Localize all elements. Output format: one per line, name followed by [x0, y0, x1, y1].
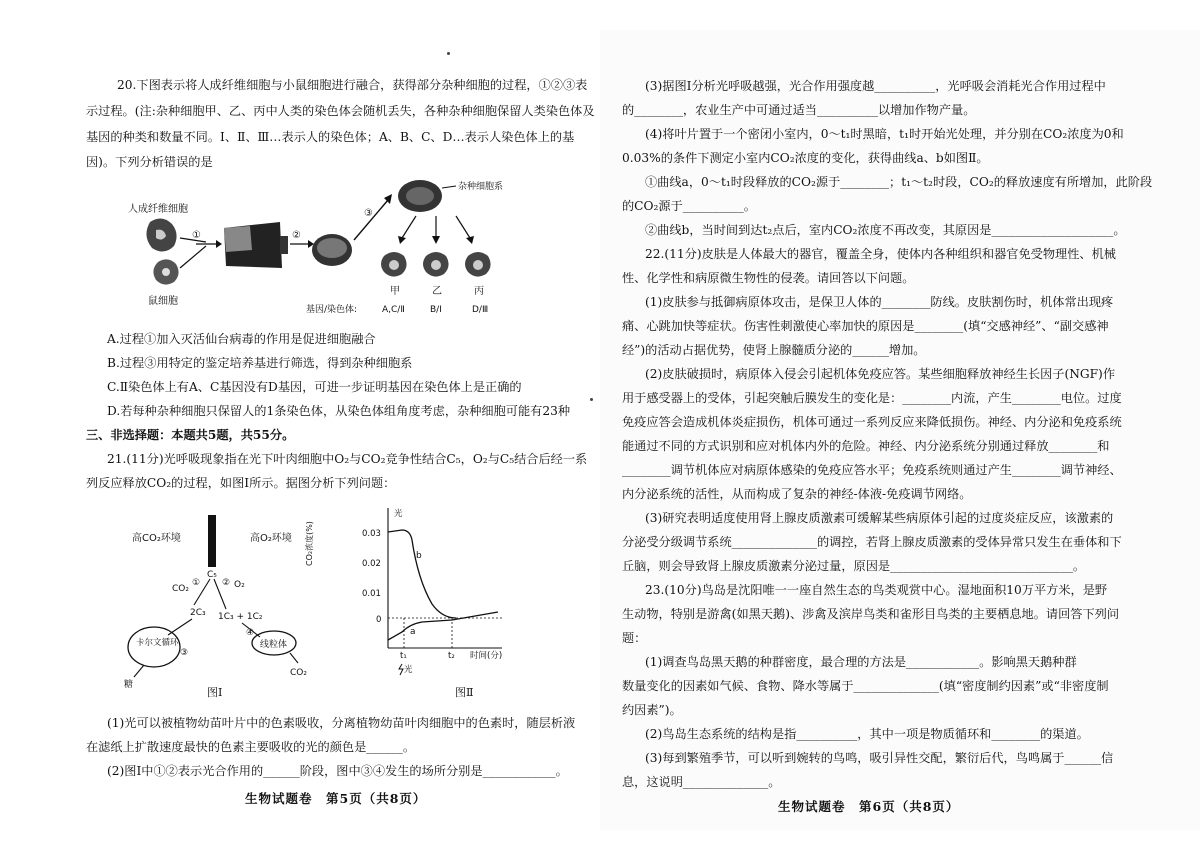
- mitochondrion-label: 线粒体: [260, 640, 288, 650]
- r-line-26: 数量变化的因素如气候、食物、降水等属于______________(填“密度制约因素”或“非密度制: [622, 679, 1109, 693]
- r-line-11: 痛、心跳加快等症状。伤害性刺激使心率加快的原因是________(填“交感神经”、“副交感神: [622, 319, 1109, 333]
- r-line-10: (1)皮肤参与抵御病原体攻击，是保卫人体的________防线。皮肤割伤时，机体常出现疼: [645, 295, 1114, 309]
- r-line-20: 分泌受分级调节系统______________的调控，若肾上腺皮质激素的受体异常只发生在垂体和下: [622, 535, 1122, 549]
- q21-line-1: 21.(11分)光呼吸现象指在光下叶肉细胞中O₂与CO₂竞争性结合C₅，O₂与C₅结合后经一系: [107, 452, 588, 466]
- step-4: ④: [246, 628, 255, 638]
- q20-option-c: C.Ⅱ染色体上有A、C基因没有D基因，可进一步证明基因在染色体上是正确的: [107, 380, 522, 394]
- r-line-29: (3)每到繁殖季节，可以听到婉转的鸟鸣，吸引异性交配，繁衍后代，鸟鸣属于______信: [645, 751, 1114, 765]
- light-off-label: 光: [404, 665, 413, 675]
- r-line-5: ①曲线a，0～t₁时段释放的CO₂源于________；t₁～t₂时段，CO₂的释放速度有所增加，此阶段: [645, 175, 1153, 189]
- chart-xlabel: 时间(分): [470, 651, 503, 661]
- curve-a-label: a: [410, 627, 416, 637]
- q21-sub1-line-1: (1)光可以被植物幼苗叶片中的色素吸收，分离植物幼苗叶肉细胞中的色素时，随层析液: [107, 716, 576, 730]
- sugar-label: 糖: [124, 680, 134, 690]
- figure-2-co2-chart: [305, 500, 512, 680]
- r-line-2: 的________，农业生产中可通过适当__________以增加作物产量。: [622, 103, 976, 117]
- two-c3-label: 2C₃: [190, 608, 206, 618]
- q20-line-2: 示过程。(注:杂种细胞甲、乙、丙中人类的染色体会随机丢失，各种杂种细胞保留人类染色体及: [86, 104, 595, 118]
- co2-out-label: CO₂: [290, 668, 307, 678]
- page-6-footer: 生物试题卷 第6页（共8页）: [778, 799, 960, 814]
- q21-line-2: 列反应释放CO₂的过程，如图Ⅰ所示。据图分析下列问题：: [86, 476, 396, 490]
- r-line-19: (3)研究表明适度使用肾上腺皮质激素可缓解某些病原体引起的过度炎症反应，该激素的: [645, 511, 1114, 525]
- r-line-3: (4)将叶片置于一个密闭小室内，0～t₁时黑暗，t₁时开始光处理，并分别在CO₂浓度为0和: [645, 127, 1124, 141]
- xtick-t1: t₁: [400, 651, 407, 661]
- page-5-footer: 生物试题卷 第5页（共8页）: [245, 791, 427, 806]
- step-1: ①: [192, 578, 201, 588]
- curve-a: [388, 612, 498, 640]
- mouse-cell-label: 鼠细胞: [148, 296, 178, 307]
- r-line-18: 内分泌系统的活性，从而构成了复杂的神经-体液-免疫调节网络。: [622, 487, 972, 501]
- r-line-8: 22.(11分)皮肤是人体最大的器官，覆盖全身，使体内各种组织和器官免受物理性、机械: [645, 247, 1116, 261]
- cell-fusion-diagram: [120, 176, 540, 326]
- r-line-7: ②曲线b，当时间到达t₂点后，室内CO₂浓度不再改变，其原因是____________________。: [645, 223, 1126, 237]
- r-line-9: 性、化学性和病原微生物性的侵袭。请回答以下问题。: [622, 271, 915, 285]
- r-line-22: 23.(10分)鸟岛是沈阳唯一一座自然生态的鸟类观赏中心。湿地面积10万平方米，是野: [645, 583, 1108, 597]
- ytick-001: 0.01: [362, 589, 381, 599]
- scan-speck: [447, 52, 450, 55]
- step-3: ③: [180, 648, 189, 658]
- hybrid-name-jia: 甲: [390, 286, 400, 297]
- q20-line-4: 因)。下列分析错误的是: [86, 155, 213, 169]
- r-line-12: 经”)的活动占据优势，使肾上腺髓质分泌的______增加。: [622, 343, 926, 357]
- q21-sub2: (2)图Ⅰ中①②表示光合作用的______阶段，图中③④发生的场所分别是____________。: [107, 764, 568, 778]
- r-line-17: ________调节机体应对病原体感染的免疫应答水平；免疫系统则通过产生________调节神经、: [622, 463, 1122, 477]
- c5-bar: [208, 515, 216, 567]
- page-6: [600, 0, 1200, 848]
- curve-b: [388, 530, 456, 618]
- q20-option-b: B.过程③用特定的鉴定培养基进行筛选，得到杂种细胞系: [107, 356, 413, 370]
- figure-2-caption: 图Ⅱ: [455, 686, 474, 699]
- c5-label: C₅: [207, 570, 217, 580]
- xtick-t2: t₂: [448, 651, 455, 661]
- hybrid-gene-yi: B/Ⅰ: [430, 305, 442, 315]
- section-3-heading: 三、非选择题：本题共5题，共55分。: [86, 428, 295, 442]
- hybrid-system-label: 杂种细胞系: [458, 182, 504, 192]
- curve-b-label: b: [416, 551, 422, 561]
- ytick-003: 0.03: [362, 529, 381, 539]
- co2-in-label: CO₂: [172, 584, 189, 594]
- human-cell-label: 人成纤维细胞: [128, 204, 188, 215]
- r-line-16: 能通过不同的方式识别和应对机体内外的危险。神经、内分泌系统分别通过释放________和: [622, 439, 1110, 453]
- high-co2-env: 高CO₂环境: [132, 533, 181, 544]
- q20-line-3: 基因的种类和数量不同。Ⅰ、Ⅱ、Ⅲ…表示人的染色体；A、B、C、D…表示人染色体上的基: [86, 130, 575, 144]
- r-line-13: (2)皮肤破损时，病原体入侵会引起机体免疫应答。某些细胞释放神经生长因子(NGF)作: [645, 367, 1116, 381]
- hybrid-name-yi: 乙: [432, 286, 442, 297]
- c3-c2-label: 1C₃ + 1C₂: [218, 612, 263, 622]
- q20-line-1: 20.下图表示将人成纤维细胞与小鼠细胞进行融合，获得部分杂种细胞的过程，①②③表: [117, 78, 588, 92]
- r-line-4: 0.03%的条件下测定小室内CO₂浓度的变化，获得曲线a、b如图Ⅱ。: [622, 151, 989, 165]
- q21-sub1-line-2: 在滤纸上扩散速度最快的色素主要吸收的光的颜色是______。: [86, 740, 416, 754]
- step-3-label: ③: [364, 208, 373, 219]
- r-line-27: 约因素”)。: [622, 703, 682, 717]
- q20-option-d: D.若每种杂种细胞只保留人的1条染色体，从染色体组角度考虑，杂种细胞可能有23种: [107, 404, 571, 418]
- hybrid-gene-bing: D/Ⅲ: [472, 305, 489, 315]
- r-line-21: 丘脑，则会导致肾上腺皮质激素分泌过量，原因是______________________________。: [622, 559, 1086, 573]
- r-line-24: 题：: [622, 631, 647, 645]
- q20-option-a: A.过程①加入灭活仙台病毒的作用是促进细胞融合: [107, 332, 376, 346]
- r-line-23: 生动物，特别是游禽(如黑天鹅)、涉禽及滨岸鸟类和雀形目鸟类的主要栖息地。请回答下列问: [622, 607, 1120, 621]
- r-line-28: (2)鸟岛生态系统的结构是指__________，其中一项是物质循环和________的渠道。: [645, 727, 1089, 741]
- step-2-label: ②: [292, 230, 301, 241]
- r-line-15: 免疫应答会造成机体炎症损伤，机体可通过一系列反应来降低损伤。神经、内分泌和免疫系统: [622, 415, 1122, 429]
- r-line-25: (1)调查鸟岛黑天鹅的种群密度，最合理的方法是____________。影响黑天鹅种群: [645, 655, 1077, 669]
- high-o2-env: 高O₂环境: [250, 533, 292, 544]
- light-on-label: 光: [394, 509, 403, 519]
- chart-ylabel: CO₂浓度(%): [305, 521, 314, 566]
- scan-speck: [590, 398, 593, 401]
- ytick-002: 0.02: [362, 559, 381, 569]
- calvin-cycle-label: 卡尔文循环: [136, 638, 179, 648]
- figure-1-caption: 图Ⅰ: [207, 686, 223, 699]
- ytick-0: 0: [376, 615, 382, 625]
- step-2: ②: [222, 578, 231, 588]
- r-line-14: 用于感受器上的受体，引起突触后膜发生的变化是：________内流，产生________电位。过度: [622, 391, 1122, 405]
- r-line-6: 的CO₂源于__________。: [622, 199, 756, 213]
- hybrid-name-bing: 丙: [474, 286, 484, 297]
- hybrid-gene-jia: A,C/Ⅱ: [382, 305, 405, 315]
- step-1-label: ①: [192, 230, 201, 241]
- r-line-1: (3)据图Ⅰ分析光呼吸越强，光合作用强度越__________，光呼吸会消耗光合作用过程中: [645, 79, 1106, 93]
- r-line-30: 息，这说明______________。: [622, 775, 781, 789]
- gene-row-label: 基因/染色体:: [306, 305, 358, 315]
- o2-in-label: O₂: [234, 580, 245, 590]
